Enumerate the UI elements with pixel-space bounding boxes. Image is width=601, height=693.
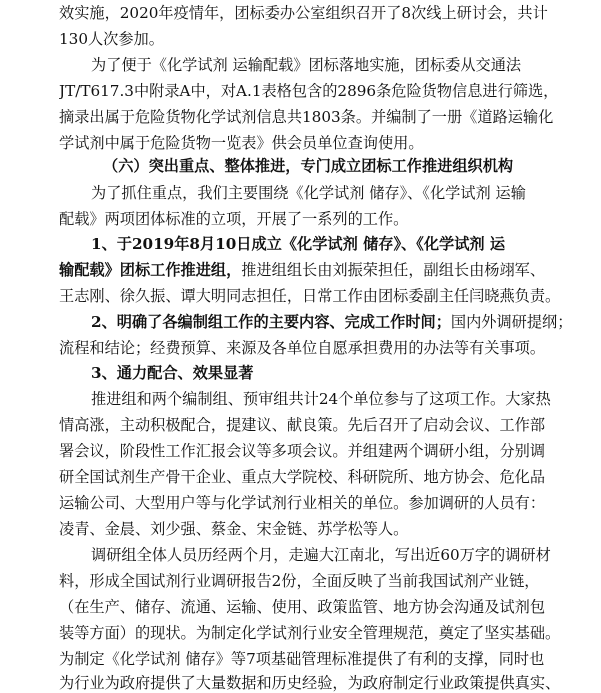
normal-run: 推进组组长由刘振荣担任，副组长由杨翊军、 <box>241 261 545 279</box>
text-line: 料，形成全国试剂行业调研报告2份，全面反映了当前我国试剂产业链， <box>59 572 540 590</box>
text-line: 王志刚、徐久振、谭大明同志担任，日常工作由团标委副主任闫晓燕负责。 <box>59 287 561 305</box>
text-line: 为了便于《化学试剂 运输配载》团标落地实施，团标委从交通法 <box>91 56 522 74</box>
normal-run: 国内外调研提纲； <box>450 313 573 331</box>
text-line: 为制定《化学试剂 储存》等7项基础管理标准提供了有利的支撑，同时也 <box>59 650 545 668</box>
text-line: 调研组全体人员历经两个月，走遍大江南北，写出近60万字的调研材 <box>91 546 551 564</box>
section-heading: （六）突出重点、整体推进，专门成立团标工作推进组织机构 <box>103 157 514 175</box>
text-line-mixed <box>59 260 601 280</box>
text-line: （在生产、储存、流通、运输、使用、政策监管、地方协会沟通及试剂包 <box>59 598 545 616</box>
text-line: 署会议，阶段性工作汇报会议等多项会议。并组建两个调研小组，分别调 <box>59 442 545 460</box>
text-line-mixed <box>91 312 601 332</box>
bold-text-line: 1、于2019年8月10日成立《化学试剂 储存》、《化学试剂 运 <box>91 235 506 253</box>
text-line: 凌青、金晨、刘少强、蔡金、宋金链、苏学松等人。 <box>59 520 409 538</box>
text-line: 运输公司、大型用户等与化学试剂行业相关的单位。参加调研的人员有： <box>59 494 545 512</box>
bold-run: 输配载》团标工作推进组， <box>59 261 242 279</box>
text-line: 为了抓住重点，我们主要围绕《化学试剂 储存》、《化学试剂 运输 <box>91 184 526 202</box>
text-line: JT/T617.3中附录A中，对A.1表格包含的2896条危险货物信息进行筛选， <box>59 82 559 100</box>
text-line: 130人次参加。 <box>59 30 164 48</box>
text-line: 情高涨，主动积极配合，提建议、献良策。先后召开了启动会议、工作部 <box>59 416 545 434</box>
bold-text-line: 3、通力配合、效果显著 <box>91 364 254 382</box>
text-line: 学试剂中属于危险货物一览表》供会员单位查询使用。 <box>59 134 424 152</box>
text-line: 装等方面）的现状。为制定化学试剂行业安全管理规范，奠定了坚实基础。 <box>59 624 561 642</box>
text-line: 推进组和两个编制组、预审组共计24个单位参与了这项工作。大家热 <box>91 390 551 408</box>
text-line: 摘录出属于危险货物化学试剂信息共1803条。并编制了一册《道路运输化 <box>59 108 554 126</box>
text-line: 流程和结论；经费预算、来源及各单位自愿承担费用的办法等有关事项。 <box>59 339 545 357</box>
text-line: 效实施，2020年疫情年，团标委办公室组织召开了8次线上研讨会，共计 <box>59 4 548 22</box>
text-line: 研全国试剂生产骨干企业、重点大学院校、科研院所、地方协会、危化品 <box>59 468 545 486</box>
bold-run: 2、明确了各编制组工作的主要内容、完成工作时间； <box>91 313 451 331</box>
text-line: 为行业为政府提供了大量数据和历史经验，为政府制定行业政策提供真实、 <box>59 674 561 692</box>
text-line: 配载》两项团体标准的立项，开展了一系列的工作。 <box>59 210 409 228</box>
